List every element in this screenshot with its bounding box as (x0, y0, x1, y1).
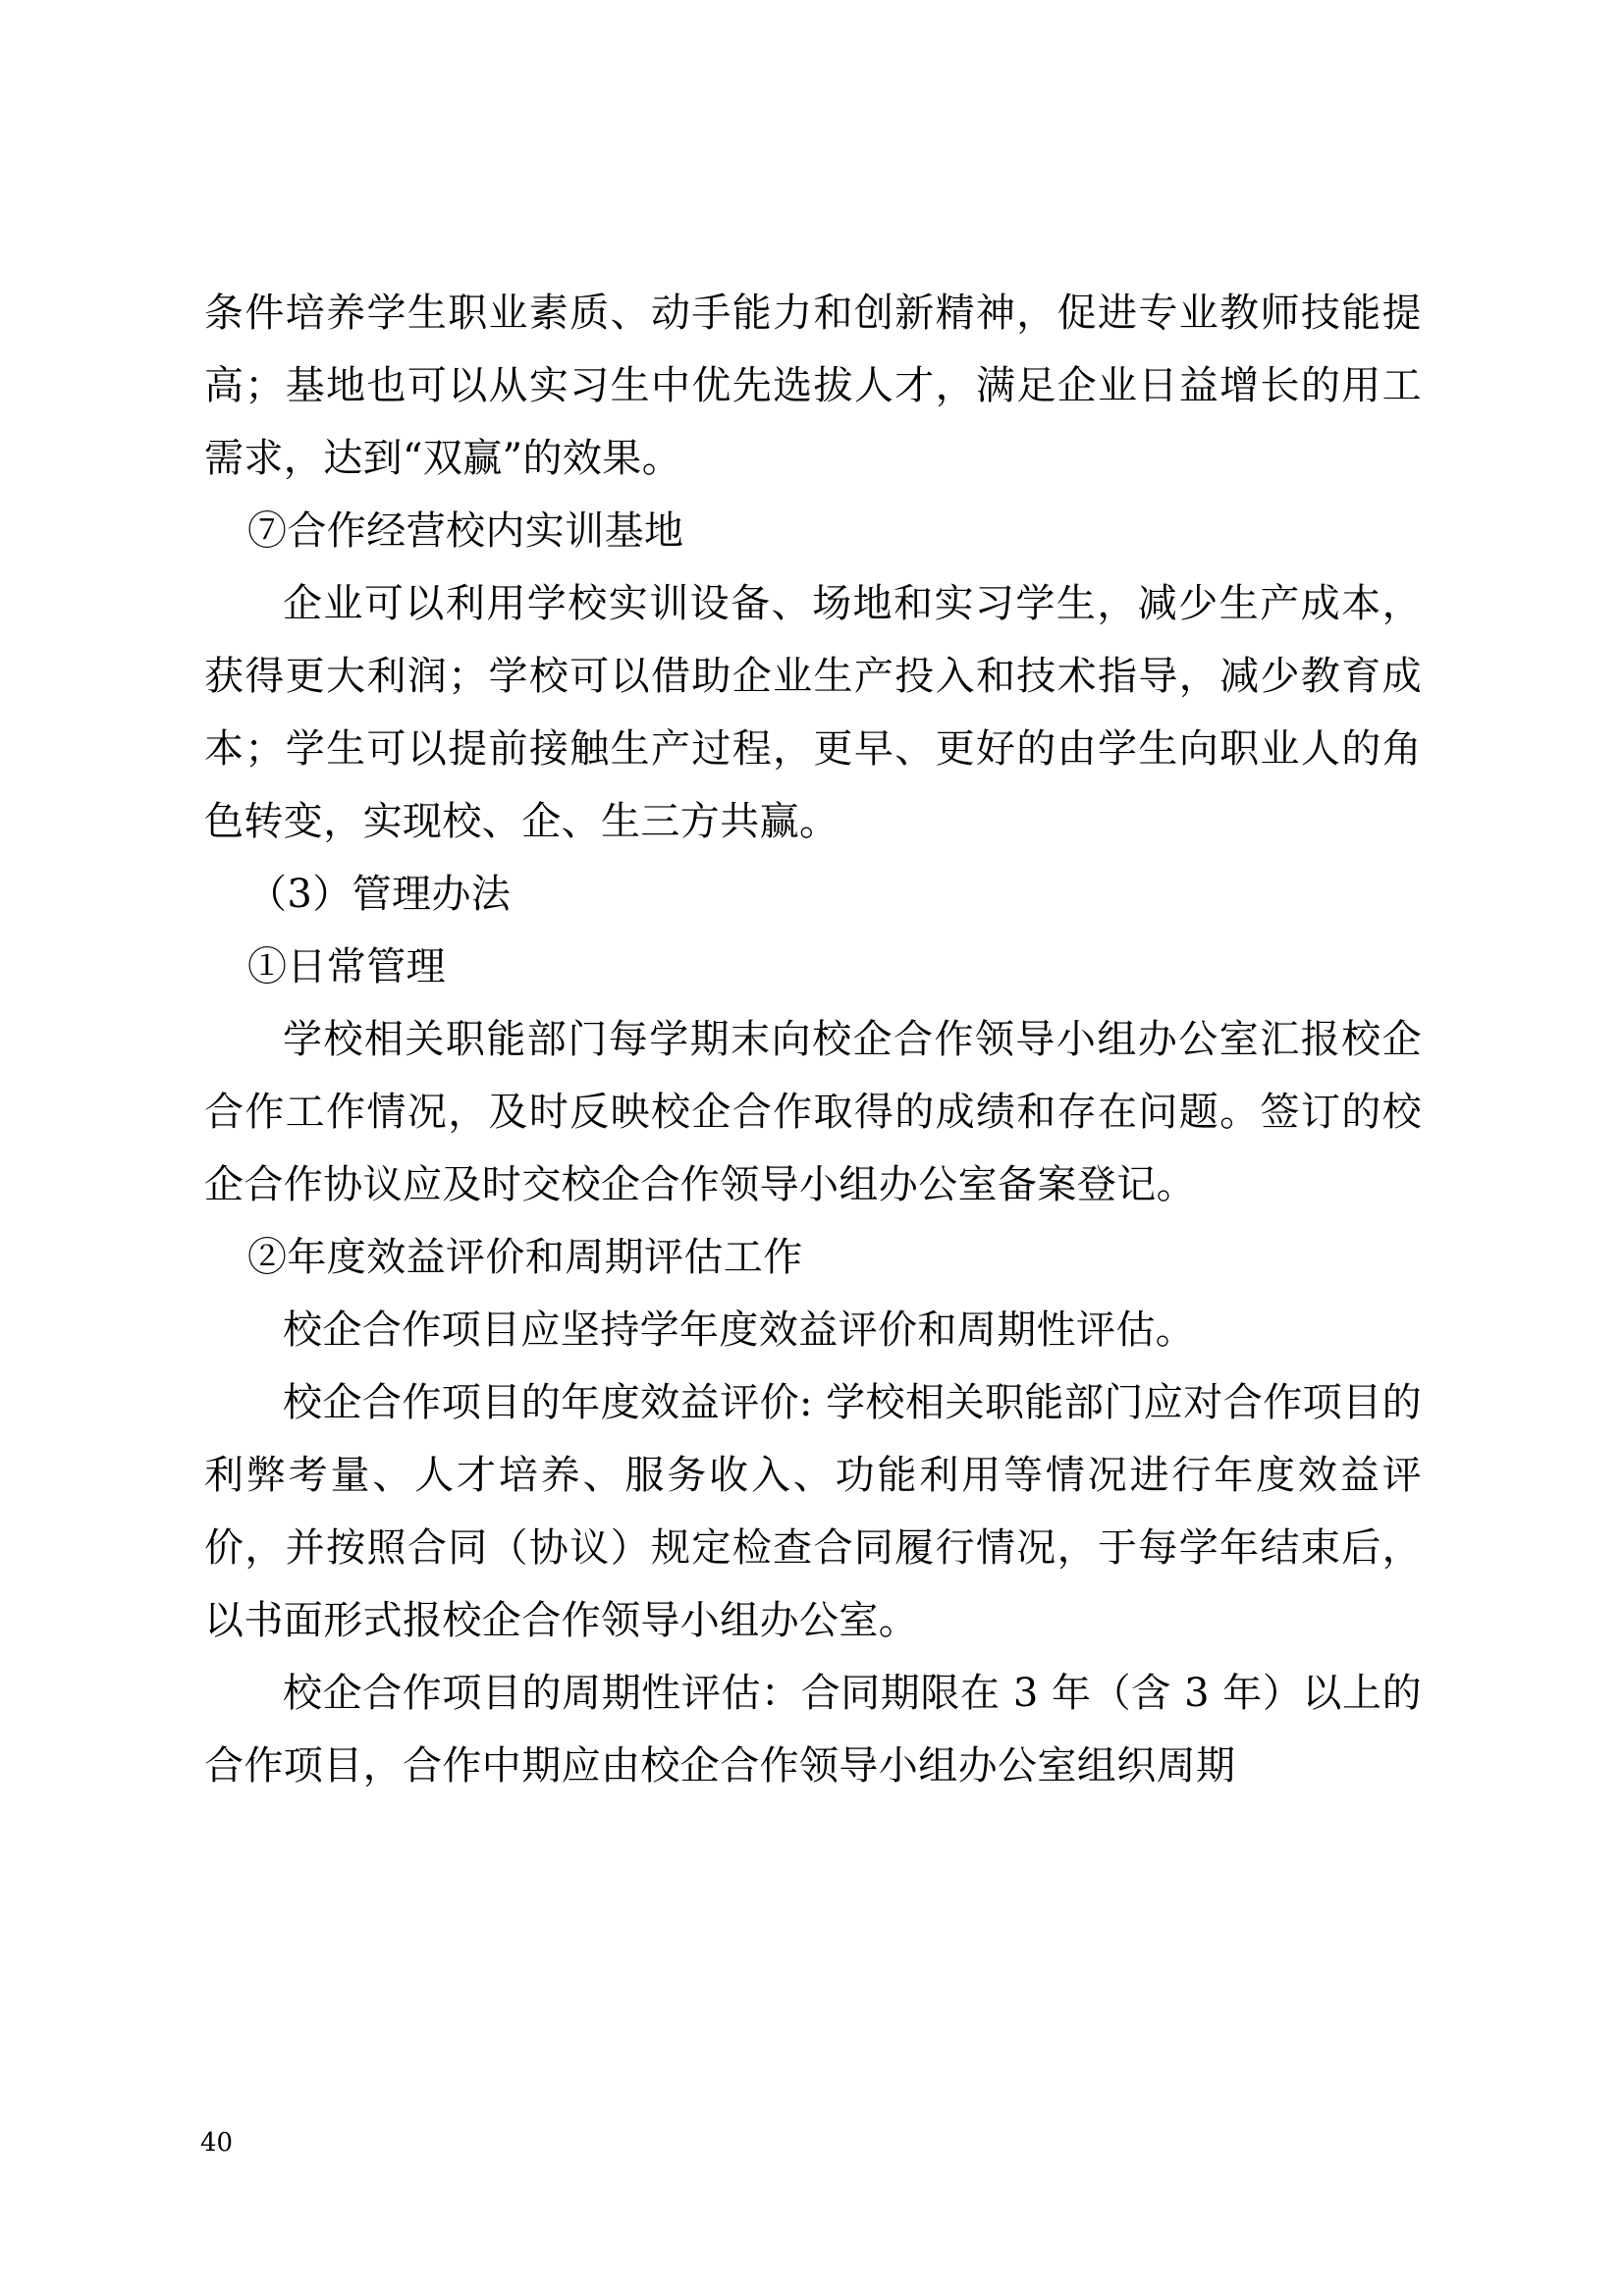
page-number: 40 (200, 2128, 234, 2158)
paragraph: 条件培养学生职业素质、动手能力和创新精神，促进专业教师技能提高；基地也可以从实习生中优先选拔人才，满足企业日益增长的用工需求，达到“双赢”的效果。 (204, 291, 1422, 481)
paragraph: ②年度效益评价和周期评估工作 (247, 1235, 803, 1280)
paragraph: ①日常管理 (247, 944, 446, 989)
paragraph: ⑦合作经营校内实训基地 (247, 508, 684, 554)
page-body (204, 277, 1422, 1802)
paragraph: 校企合作项目应坚持学年度效益评价和周期性评估。 (283, 1308, 1196, 1353)
paragraph: 校企合作项目的年度效益评价: 学校相关职能部门应对合作项目的利弊考量、人才培养、服务收入、功能利用等情况进行年度效益评价，并按照合同（协议）规定检查合同履行情况，于每学年结束后，以书面形式报校企合作领导小组办公室。 (204, 1380, 1422, 1643)
paragraph: 校企合作项目的周期性评估：合同期限在 3 年（含 3 年）以上的合作项目，合作中期应由校企合作领导小组办公室组织周期 (204, 1671, 1422, 1789)
paragraph: 学校相关职能部门每学期末向校企合作领导小组办公室汇报校企合作工作情况，及时反映校企合作取得的成绩和存在问题。签订的校企合作协议应及时交校企合作领导小组办公室备案登记。 (204, 1017, 1422, 1207)
paragraph: 企业可以利用学校实训设备、场地和实习学生，减少生产成本，获得更大利润；学校可以借助企业生产投入和技术指导，减少教育成本；学生可以提前接触生产过程，更早、更好的由学生向职业人的角色转变，实现校、企、生三方共赢。 (204, 581, 1422, 844)
paragraph: （3）管理办法 (247, 872, 512, 917)
